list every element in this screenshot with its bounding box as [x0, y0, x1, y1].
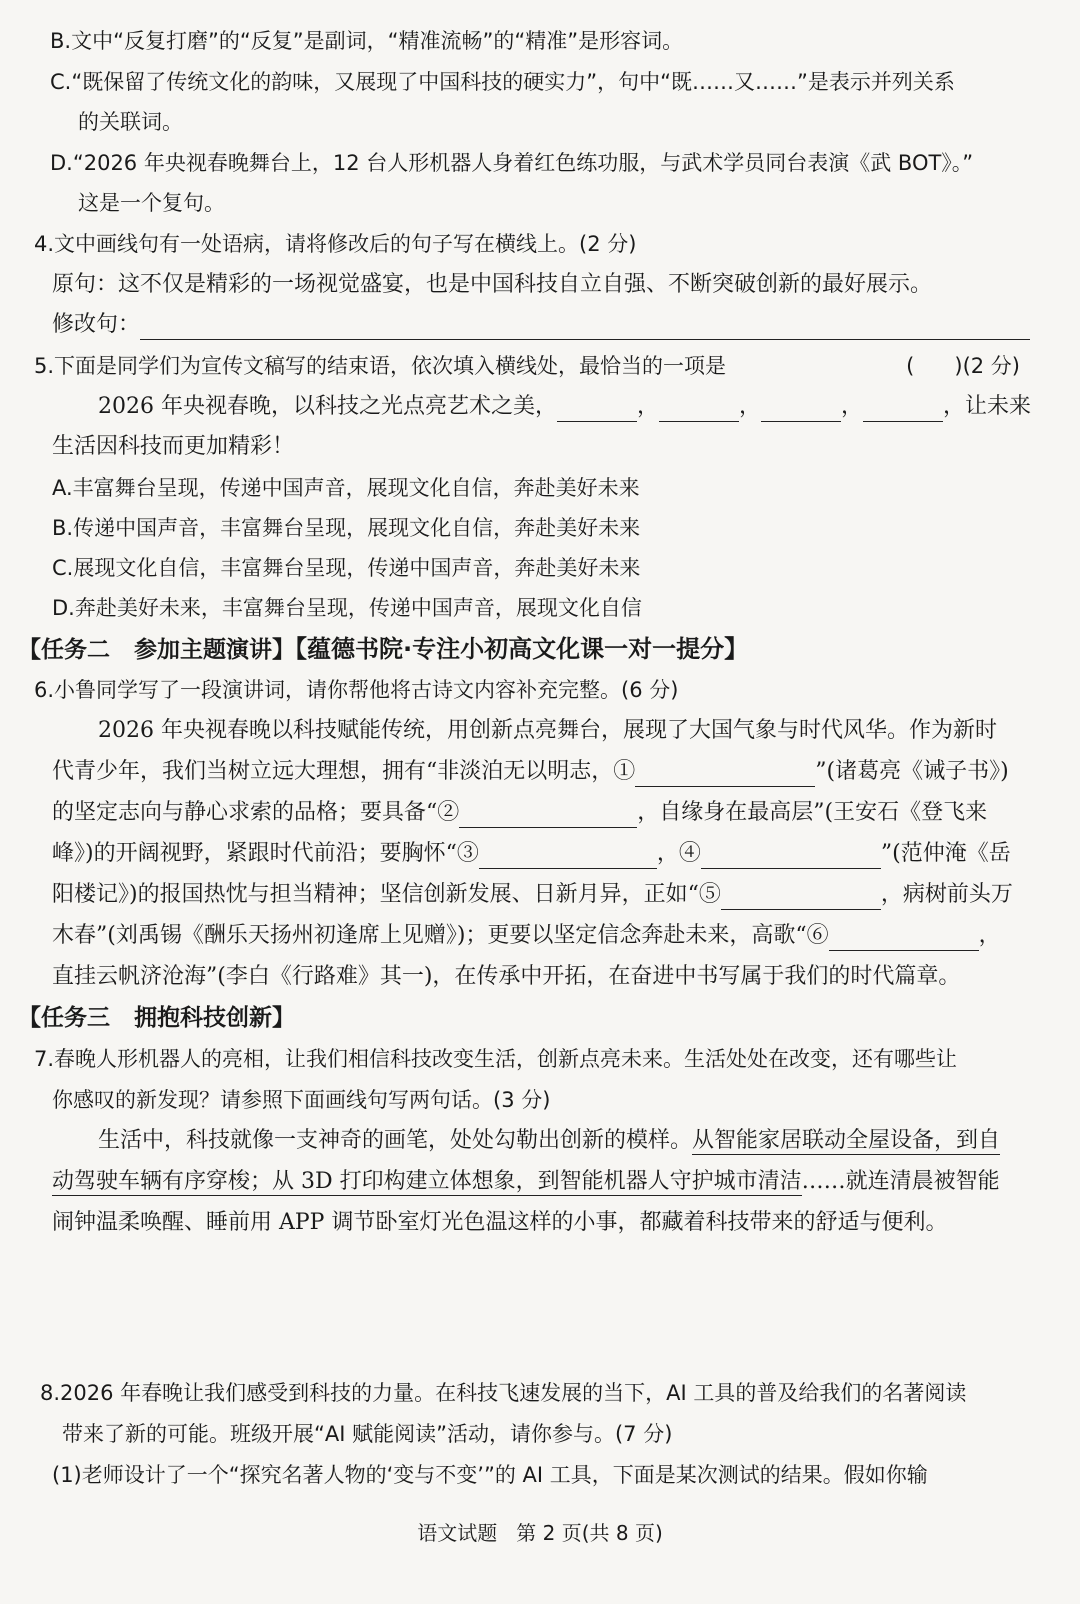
q7-underlined-sentence-part1: 从智能家居联动全屋设备，到自: [692, 1128, 1001, 1153]
q5-blank-2[interactable]: [659, 397, 739, 422]
q7-answer-area[interactable]: [52, 1250, 1012, 1370]
q6-stem: 6.小鲁同学写了一段演讲词，请你帮他将古诗文内容补充完整。(6 分): [34, 678, 679, 702]
task3-heading: 【任务三 拥抱科技创新】: [18, 1005, 296, 1031]
q5-stem: 5.下面是同学们为宣传文稿写的结束语，依次填入横线处，最恰当的一项是: [34, 354, 727, 378]
q5-option-b: B.传递中国声音，丰富舞台呈现，展现文化自信，奔赴美好未来: [52, 516, 641, 540]
q3-option-b: B.文中“反复打磨”的“反复”是副词，“精准流畅”的“精准”是形容词。: [50, 29, 684, 53]
q8-sub1: (1)老师设计了一个“探究名著人物的‘变与不变’”的 AI 工具，下面是某次测试的结果。假如你输: [52, 1463, 928, 1487]
q5-passage-line1: 2026 年央视春晚，以科技之光点亮艺术之美， ， ， ， ，让未来: [0, 392, 1080, 422]
q6-line2: 代青少年，我们当树立远大理想，拥有“非淡泊无以明志，① ”(诸葛亮《诫子书》): [0, 757, 1080, 787]
q6-blank-6[interactable]: [829, 926, 979, 951]
q3-option-c-line1: C.“既保留了传统文化的韵味，又展现了中国科技的硬实力”，句中“既……又……”是表示并列关系: [50, 70, 955, 94]
q6-line5: 阳楼记》)的报国热忱与担当精神；坚信创新发展、日新月异，正如“⑤ ，病树前头万: [0, 880, 1080, 910]
q3-option-c-line2: 的关联词。: [78, 110, 183, 134]
q5-option-a: A.丰富舞台呈现，传递中国声音，展现文化自信，奔赴美好未来: [52, 476, 640, 500]
q6-line3: 的坚定志向与静心求索的品格；要具备“② ，自缘身在最高层”(王安石《登飞来: [0, 798, 1080, 828]
q7-example-line1: 生活中，科技就像一支神奇的画笔，处处勾勒出创新的模样。从智能家居联动全屋设备，到自: [98, 1128, 1001, 1153]
q4-revised-row: [0, 310, 1080, 340]
q8-stem-line2: 带来了新的可能。班级开展“AI 赋能阅读”活动，请你参与。(7 分): [62, 1422, 673, 1446]
q6-line1: 2026 年央视春晚以科技赋能传统，用创新点亮舞台，展现了大国气象与时代风华。作为新时: [98, 718, 997, 743]
q5-blank-3[interactable]: [761, 397, 841, 422]
q4-revised-label: 修改句：: [52, 312, 141, 337]
q5-answer-bracket[interactable]: ( )(2 分): [906, 354, 1020, 378]
q3-option-d-line2: 这是一个复句。: [78, 191, 225, 215]
q6-blank-1[interactable]: [635, 762, 815, 787]
q5-option-c: C.展现文化自信，丰富舞台呈现，传递中国声音，奔赴美好未来: [52, 556, 641, 580]
q7-example-line2: 动驾驶车辆有序穿梭；从 3D 打印构建立体想象，到智能机器人守护城市清洁……就连清晨被智能: [52, 1169, 1000, 1194]
q5-stem-row: [0, 351, 1080, 381]
q8-stem-line1: 8.2026 年春晚让我们感受到科技的力量。在科技飞速发展的当下，AI 工具的普及给我们的名著阅读: [40, 1381, 967, 1405]
task2-heading: 【任务二 参加主题演讲】: [18, 637, 296, 663]
q7-stem-line1: 7.春晚人形机器人的亮相，让我们相信科技改变生活，创新点亮未来。生活处处在改变，还有哪些让: [34, 1047, 958, 1071]
q5-option-d: D.奔赴美好未来，丰富舞台呈现，传递中国声音，展现文化自信: [52, 596, 642, 620]
q6-line6: 木春”(刘禹锡《酬乐天扬州初逢席上见赠》)；更要以坚定信念奔赴未来，高歌“⑥ ，: [0, 921, 1080, 951]
q6-line7: 直挂云帆济沧海”(李白《行路难》其一)，在传承中开拓，在奋进中书写属于我们的时代篇章。: [52, 964, 961, 989]
task2-heading-row: [0, 634, 1080, 665]
q4-answer-line[interactable]: [140, 315, 1030, 340]
q4-stem: 4.文中画线句有一处语病，请将修改后的句子写在横线上。(2 分): [34, 232, 637, 256]
q3-option-d-line1: D.“2026 年央视春晚舞台上，12 台人形机器人身着红色练功服，与武术学员同台表演《武 BOT》。”: [50, 151, 974, 175]
q6-blank-3[interactable]: [479, 844, 657, 869]
q6-blank-5[interactable]: [721, 885, 881, 910]
page-footer: 语文试题 第 2 页(共 8 页): [417, 1521, 663, 1545]
q6-blank-4[interactable]: [701, 844, 881, 869]
q7-stem-line2: 你感叹的新发现？请参照下面画线句写两句话。(3 分): [52, 1088, 551, 1112]
q6-blank-2[interactable]: [459, 803, 637, 828]
q6-line4: 峰》)的开阔视野，紧跟时代前沿；要胸怀“③ ，④ ”(范仲淹《岳: [0, 839, 1080, 869]
q4-original-sentence: 原句：这不仅是精彩的一场视觉盛宴，也是中国科技自立自强、不断突破创新的最好展示。: [52, 272, 933, 297]
q7-underlined-sentence-part2: 动驾驶车辆有序穿梭；从 3D 打印构建立体想象，到智能机器人守护城市清洁: [52, 1169, 802, 1194]
q7-example-line3: 闹钟温柔唤醒、睡前用 APP 调节卧室灯光色温这样的小事，都藏着科技带来的舒适与便利。: [52, 1210, 948, 1235]
q5-blank-4[interactable]: [863, 397, 943, 422]
q5-blank-1[interactable]: [557, 397, 637, 422]
watermark-ad-text: 【蕴德书院·专注小初高文化课一对一提分】: [295, 635, 749, 663]
q5-passage-line2: 生活因科技而更加精彩！: [52, 434, 295, 459]
